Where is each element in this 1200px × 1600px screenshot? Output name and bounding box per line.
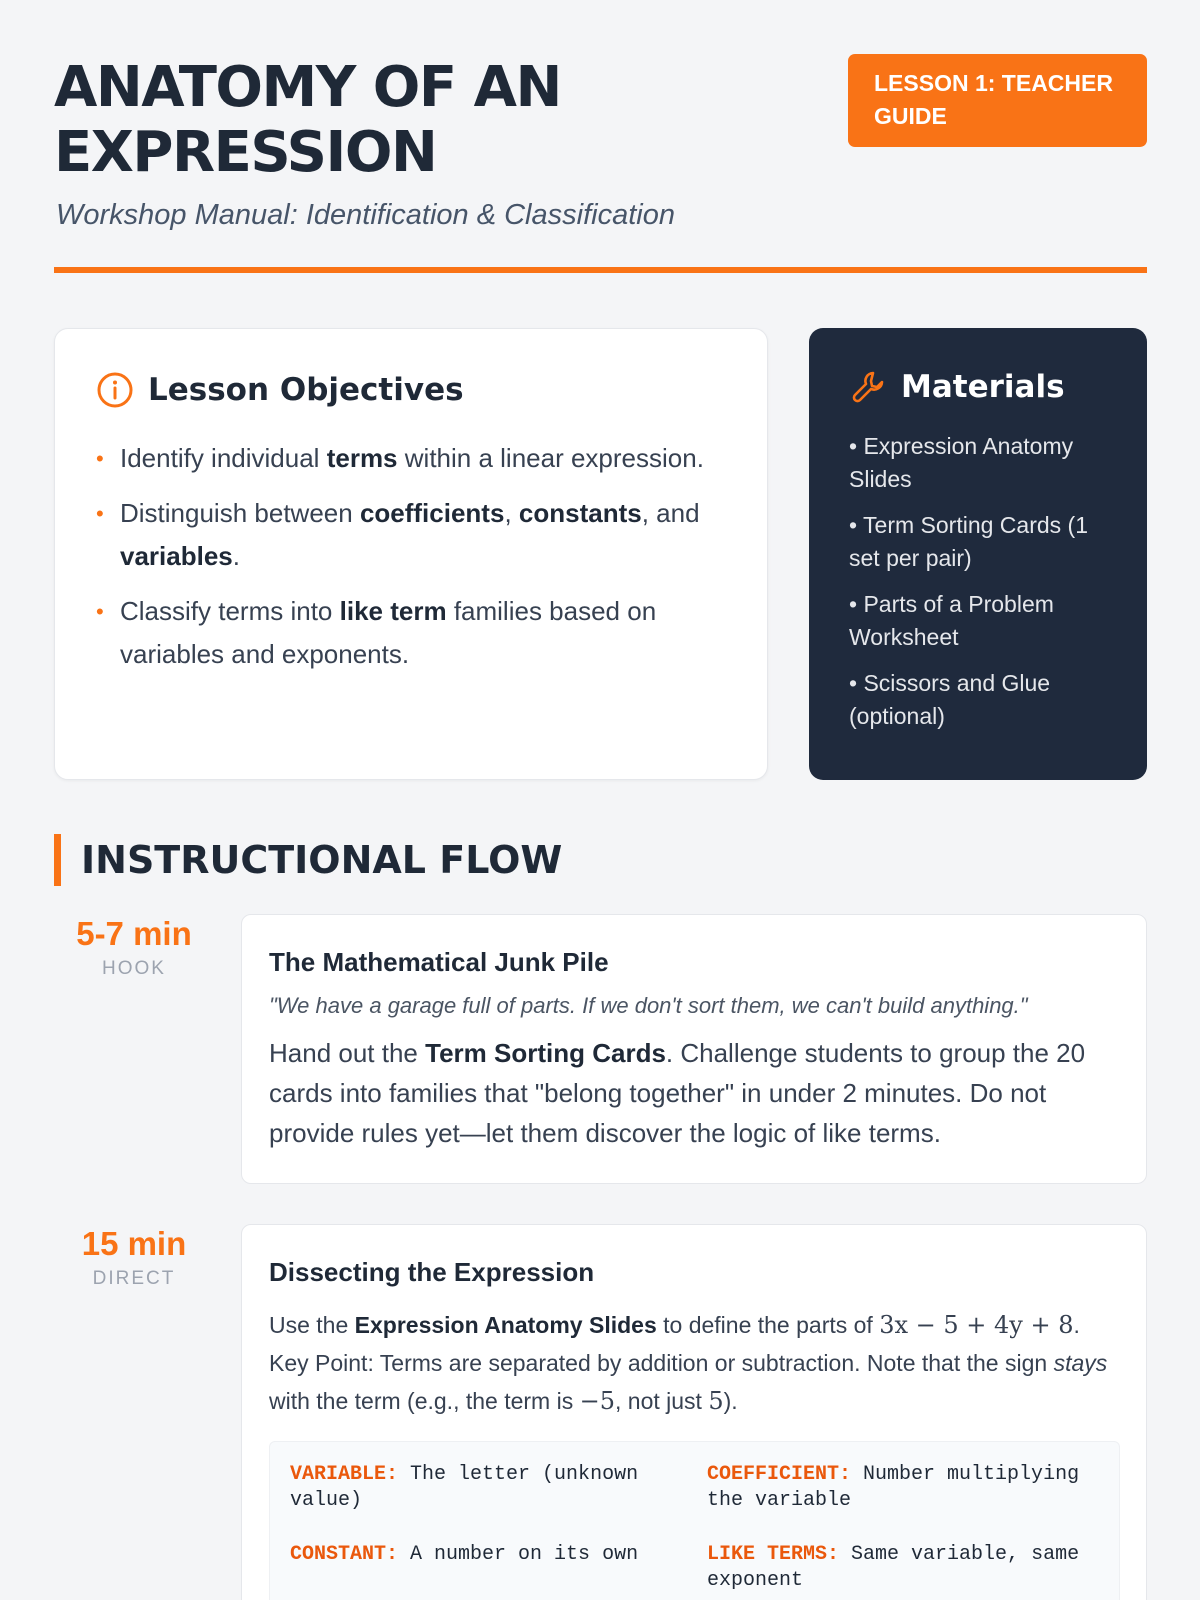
lesson-page	[54, 0, 1147, 1600]
objectives-list	[96, 437, 736, 688]
bullet-icon: •	[96, 599, 104, 624]
section-accent-bar	[54, 834, 61, 886]
flow-step-hook	[54, 914, 1147, 1184]
objectives-card	[54, 328, 768, 780]
material-item: • Expression Anatomy Slides	[849, 433, 1074, 492]
step-quote: "We have a garage full of parts. If we don't sort them, we can't build anything."	[269, 993, 1028, 1018]
step-title: Dissecting the Expression	[269, 1257, 595, 1287]
materials-card	[809, 328, 1147, 780]
step-card	[241, 1224, 1147, 1600]
page-header	[54, 55, 1147, 275]
material-item: • Scissors and Glue (optional)	[849, 670, 1051, 729]
math-term: 5	[708, 1387, 724, 1415]
definitions-box	[269, 1441, 1120, 1600]
page-title: ANATOMY OF AN EXPRESSION	[54, 55, 561, 185]
step-duration: 15 min	[81, 1225, 187, 1262]
step-phase: HOOK	[102, 958, 166, 979]
materials-list	[849, 430, 1109, 746]
bullet-icon: •	[96, 446, 104, 471]
definition-item: CONSTANT: A number on its own	[290, 1543, 639, 1566]
objectives-header	[96, 371, 464, 409]
materials-heading: Materials	[901, 369, 1065, 405]
step-body: Hand out the Term Sorting Cards. Challenge students to group the 20 cards into families that "belong together" in under 2 minutes. Do not provide rules yet—let them discover the logic of like terms.	[269, 1038, 1086, 1148]
materials-header	[849, 368, 1065, 406]
step-time	[54, 914, 214, 980]
definition-item: LIKE TERMS: Same variable, same exponent	[707, 1543, 1080, 1592]
flow-step-direct	[54, 1224, 1147, 1600]
math-term: −5	[579, 1387, 615, 1415]
material-item: • Term Sorting Cards (1 set per pair)	[849, 512, 1088, 571]
objective-item: • Classify terms into like term families based on variables and exponents.	[96, 590, 736, 676]
step-body: Use the Expression Anatomy Slides to define the parts of 3x − 5 + 4y + 8. Key Point: Terms are separated by addition or subtraction. Note that the sign stays with the term (e.g., the term is −5, not just 5).	[269, 1311, 1108, 1415]
info-icon	[96, 371, 134, 409]
section-title: INSTRUCTIONAL FLOW	[81, 838, 563, 882]
page-subtitle: Workshop Manual: Identification & Classification	[56, 199, 675, 231]
definition-item: COEFFICIENT: Number multiplying the variable	[707, 1463, 1080, 1512]
material-item: • Parts of a Problem Worksheet	[849, 591, 1054, 650]
objectives-heading: Lesson Objectives	[148, 372, 464, 408]
step-phase: DIRECT	[92, 1268, 176, 1289]
header-divider	[54, 267, 1147, 273]
step-time	[54, 1224, 214, 1290]
objective-item: • Identify individual terms within a linear expression.	[96, 437, 736, 480]
step-duration: 5-7 min	[76, 915, 192, 952]
definition-item: VARIABLE: The letter (unknown value)	[290, 1463, 639, 1512]
step-card	[241, 914, 1147, 1184]
objective-item: • Distinguish between coefficients, constants, and variables.	[96, 492, 736, 578]
bullet-icon: •	[96, 501, 104, 526]
math-expression: 3x − 5 + 4y + 8	[879, 1311, 1074, 1339]
step-title: The Mathematical Junk Pile	[269, 947, 609, 977]
section-header	[54, 834, 562, 886]
lesson-badge: LESSON 1: TEACHER GUIDE	[848, 54, 1147, 147]
wrench-icon	[849, 368, 887, 406]
